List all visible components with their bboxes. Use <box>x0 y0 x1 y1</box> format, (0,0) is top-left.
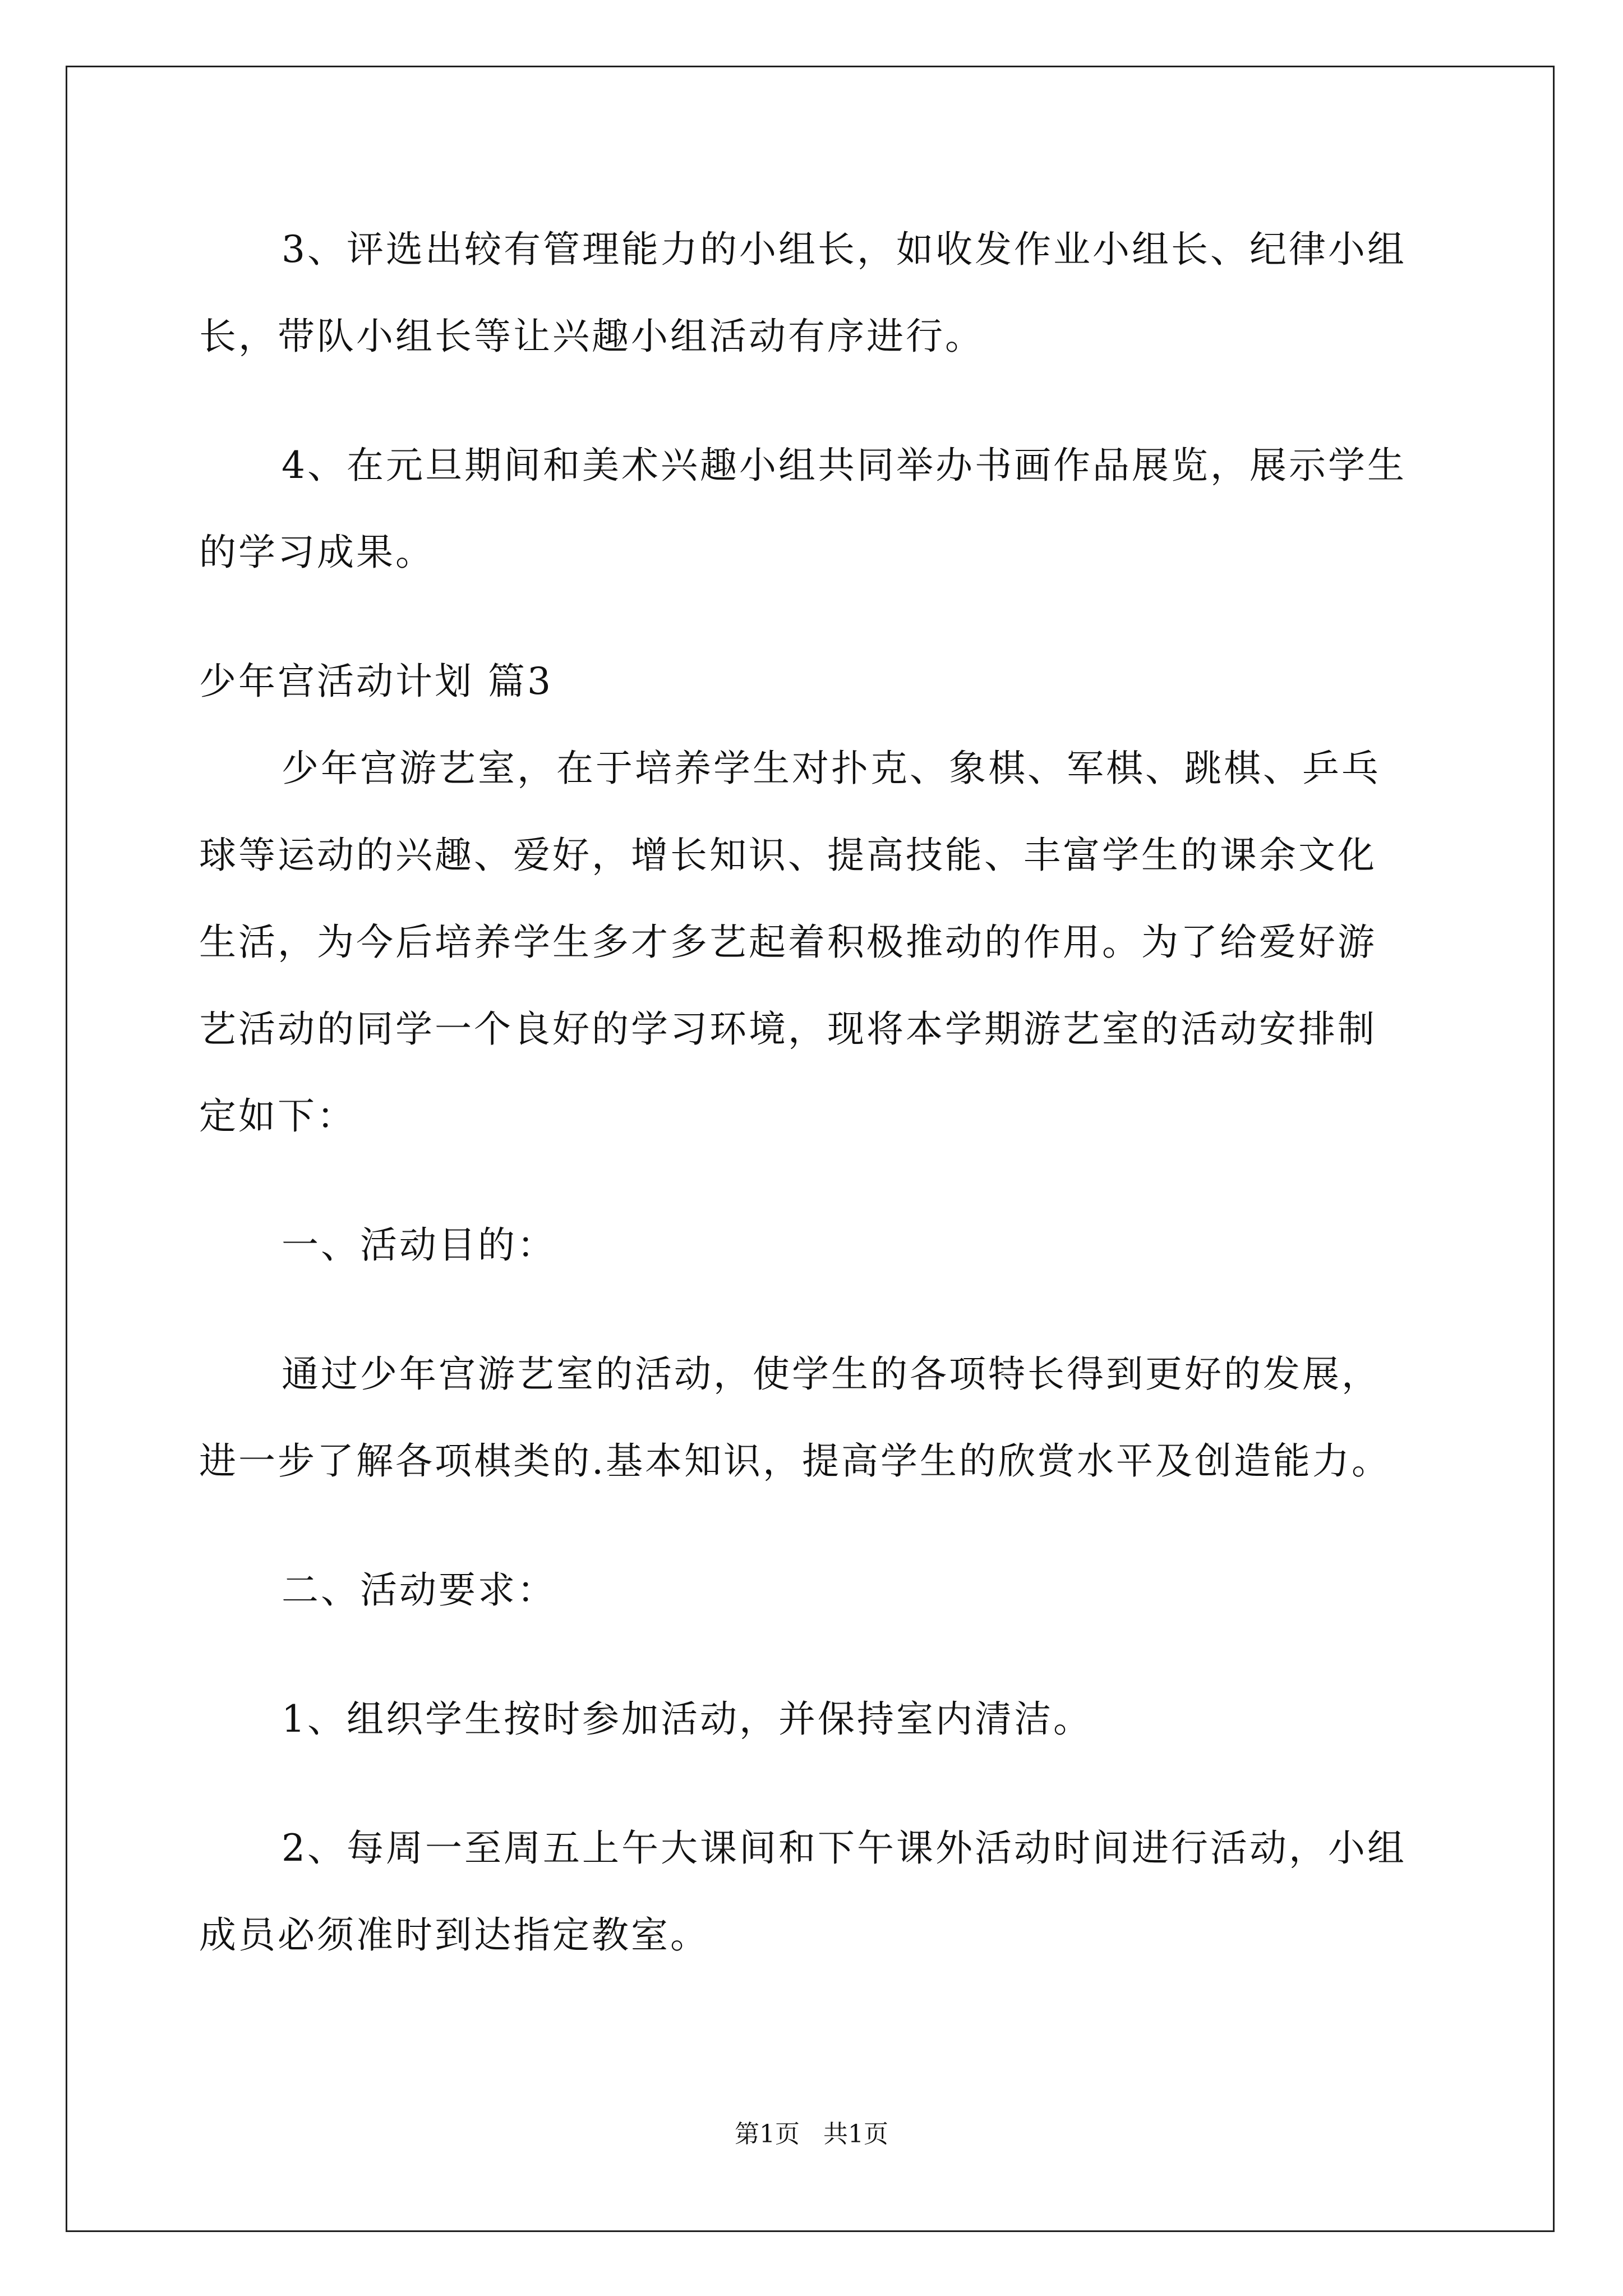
page-number: 第1页 <box>735 2120 800 2148</box>
intro-line-2: 球等运动的兴趣、爱好，增长知识、提高技能、丰富学生的课余文化 <box>199 834 1377 877</box>
requirement-2-line-2: 成员必须准时到达指定教室。 <box>199 1913 709 1957</box>
requirement-1: 1、组织学生按时参加活动，并保持室内清洁。 <box>282 1697 1092 1741</box>
purpose-line-2: 进一步了解各项棋类的.基本知识，提高学生的欣赏水平及创造能力。 <box>199 1439 1391 1483</box>
section-heading: 少年宫活动计划 篇3 <box>199 660 553 703</box>
requirement-2-line-1: 2、每周一至周五上午大课间和下午课外活动时间进行活动，小组 <box>282 1826 1407 1870</box>
paragraph-4-line-1: 4、在元旦期间和美术兴趣小组共同举办书画作品展览，展示学生 <box>282 444 1407 487</box>
paragraph-3-line-1: 3、评选出较有管理能力的小组长，如收发作业小组长、纪律小组 <box>282 228 1407 271</box>
subheading-purpose: 一、活动目的： <box>282 1223 556 1267</box>
paragraph-3-line-2: 长，带队小组长等让兴趣小组活动有序进行。 <box>199 315 984 358</box>
page-footer <box>0 2118 1623 2151</box>
intro-line-3: 生活，为今后培养学生多才多艺起着积极推动的作用。为了给爱好游 <box>199 921 1377 964</box>
intro-line-4: 艺活动的同学一个良好的学习环境，现将本学期游艺室的活动安排制 <box>199 1007 1377 1051</box>
page-total: 共1页 <box>823 2120 888 2148</box>
page-border <box>66 66 1555 2232</box>
paragraph-4-line-2: 的学习成果。 <box>199 531 435 574</box>
subheading-requirements: 二、活动要求： <box>282 1568 556 1612</box>
intro-line-5: 定如下： <box>199 1094 356 1138</box>
purpose-line-1: 通过少年宫游艺室的活动，使学生的各项特长得到更好的发展， <box>282 1352 1381 1396</box>
intro-line-1: 少年宫游艺室，在于培养学生对扑克、象棋、军棋、跳棋、乒乓 <box>282 747 1381 790</box>
